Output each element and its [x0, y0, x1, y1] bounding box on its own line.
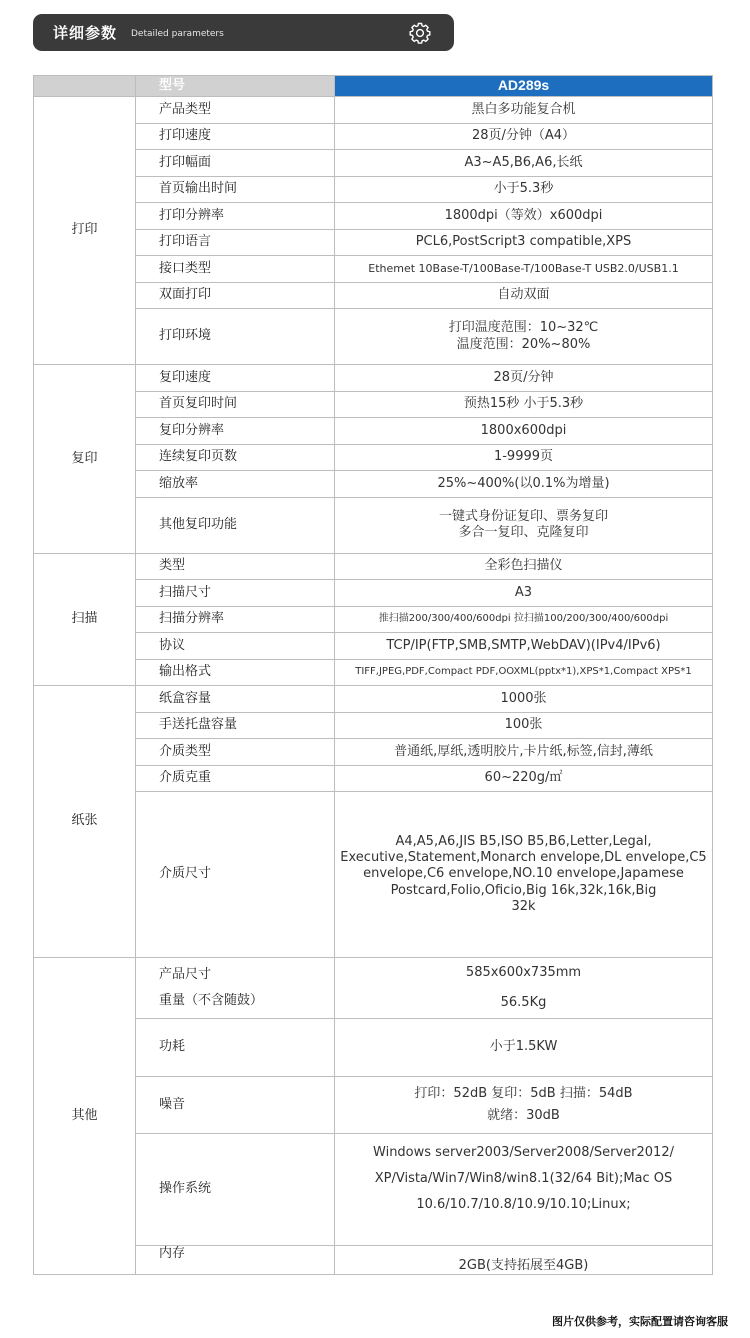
table-row	[34, 1077, 713, 1134]
row-value: 推扫描200/300/400/600dpi 拉扫描100/200/300/400/600dpi	[335, 606, 713, 633]
table-header-row	[34, 76, 713, 97]
row-value: 黑白多功能复合机	[335, 97, 713, 124]
model-value: AD289s	[335, 76, 713, 97]
row-value: 预热15秒 小于5.3秒	[335, 391, 713, 418]
row-label: 手送托盘容量	[136, 712, 335, 739]
table-row	[34, 471, 713, 498]
row-label: 功耗	[136, 1019, 335, 1077]
row-value	[335, 792, 713, 958]
row-label: 打印语言	[136, 229, 335, 256]
table-row	[34, 792, 713, 958]
row-value: 60~220g/㎡	[335, 765, 713, 792]
table-row	[34, 712, 713, 739]
row-value: 28页/分钟	[335, 365, 713, 392]
value-line: envelope,C6 envelope,NO.10 envelope,Japamese	[363, 866, 684, 882]
value-line: 温度范围：20%~80%	[456, 336, 591, 352]
table-row	[34, 739, 713, 766]
value-line: 一键式身份证复印、票务复印	[438, 508, 608, 524]
row-value: 全彩色扫描仪	[335, 553, 713, 580]
gear-icon	[408, 21, 432, 45]
group-print: 打印	[34, 97, 136, 365]
table-row	[34, 97, 713, 124]
row-value: A3~A5,B6,A6,长纸	[335, 150, 713, 177]
value-line: A4,A5,A6,JIS B5,ISO B5,B6,Letter,Legal,	[395, 833, 652, 849]
row-label: 接口类型	[136, 256, 335, 283]
row-label: 纸盒容量	[136, 686, 335, 713]
footer-note: 图片仅供参考，实际配置请咨询客服	[552, 1315, 728, 1328]
row-label: 类型	[136, 553, 335, 580]
value-line: Postcard,Folio,Oficio,Big 16k,32k,16k,Big	[390, 882, 657, 898]
table-row	[34, 203, 713, 230]
row-label: 输出格式	[136, 659, 335, 686]
row-value: 2GB(支持拓展至4GB)	[335, 1246, 713, 1275]
header-blank-cell	[34, 76, 136, 97]
row-label	[136, 958, 335, 1019]
group-scan: 扫描	[34, 553, 136, 686]
row-value	[335, 1134, 713, 1246]
group-copy: 复印	[34, 365, 136, 554]
row-value: 1800dpi（等效）x600dpi	[335, 203, 713, 230]
table-row	[34, 1019, 713, 1077]
size-value: 585x600x735mm	[465, 965, 582, 980]
value-line: Executive,Statement,Monarch envelope,DL envelope,C5	[340, 850, 707, 866]
table-row	[34, 497, 713, 553]
table-row	[34, 391, 713, 418]
section-subtitle: Detailed parameters	[131, 29, 224, 39]
table-row	[34, 553, 713, 580]
table-row	[34, 1246, 713, 1275]
row-label: 内存	[136, 1246, 335, 1275]
weight-label: 重量（不含随鼓）	[159, 993, 264, 1008]
value-line: Windows server2003/Server2008/Server2012/	[373, 1145, 674, 1160]
row-label: 扫描尺寸	[136, 580, 335, 607]
table-row	[34, 444, 713, 471]
row-label: 复印速度	[136, 365, 335, 392]
row-label: 首页复印时间	[136, 391, 335, 418]
row-value: 100张	[335, 712, 713, 739]
value-line: 打印：52dB 复印：5dB 扫描：54dB	[414, 1086, 633, 1101]
row-value: 1000张	[335, 686, 713, 713]
weight-value: 56.5Kg	[500, 995, 547, 1010]
table-row	[34, 1134, 713, 1246]
row-label: 产品类型	[136, 97, 335, 124]
row-label: 双面打印	[136, 282, 335, 309]
value-line: 多合一复印、克隆复印	[458, 525, 589, 540]
table-row	[34, 123, 713, 150]
table-row	[34, 958, 713, 1019]
row-label: 介质类型	[136, 739, 335, 766]
row-label: 协议	[136, 633, 335, 660]
row-label: 缩放率	[136, 471, 335, 498]
row-value: 小于1.5KW	[335, 1019, 713, 1077]
row-label: 操作系统	[136, 1134, 335, 1246]
table-row	[34, 229, 713, 256]
row-label: 介质克重	[136, 765, 335, 792]
table-row	[34, 282, 713, 309]
table-row	[34, 659, 713, 686]
row-value: 自动双面	[335, 282, 713, 309]
row-label: 介质尺寸	[136, 792, 335, 958]
row-label: 打印幅面	[136, 150, 335, 177]
table-row	[34, 580, 713, 607]
row-value: 1800x600dpi	[335, 418, 713, 445]
table-row	[34, 309, 713, 365]
row-value: 25%~400%(以0.1%为增量)	[335, 471, 713, 498]
row-value: TCP/IP(FTP,SMB,SMTP,WebDAV)(IPv4/IPv6)	[335, 633, 713, 660]
value-line: 打印温度范围：10~32℃	[448, 320, 599, 336]
row-label: 首页输出时间	[136, 176, 335, 203]
row-label: 其他复印功能	[136, 497, 335, 553]
section-header	[33, 14, 454, 51]
row-label: 打印分辨率	[136, 203, 335, 230]
row-value: 1-9999页	[335, 444, 713, 471]
table-row	[34, 418, 713, 445]
row-label: 噪音	[136, 1077, 335, 1134]
row-value: PCL6,PostScript3 compatible,XPS	[335, 229, 713, 256]
group-paper: 纸张	[34, 686, 136, 958]
section-title: 详细参数	[53, 24, 118, 42]
row-label: 打印速度	[136, 123, 335, 150]
model-label: 型号	[136, 76, 335, 97]
row-label: 扫描分辨率	[136, 606, 335, 633]
row-value	[335, 958, 713, 1019]
row-label: 打印环境	[136, 309, 335, 365]
size-label: 产品尺寸	[159, 967, 212, 982]
table-row	[34, 765, 713, 792]
value-line: 10.6/10.7/10.8/10.9/10.10;Linux;	[416, 1197, 631, 1212]
table-row	[34, 365, 713, 392]
spec-table	[33, 75, 713, 1275]
row-value	[335, 309, 713, 365]
row-value: 普通纸,厚纸,透明胶片,卡片纸,标签,信封,薄纸	[335, 739, 713, 766]
row-label: 复印分辨率	[136, 418, 335, 445]
table-row	[34, 633, 713, 660]
row-label: 连续复印页数	[136, 444, 335, 471]
group-other: 其他	[34, 958, 136, 1275]
table-row	[34, 176, 713, 203]
row-value: TIFF,JPEG,PDF,Compact PDF,OOXML(pptx*1),XPS*1,Compact XPS*1	[335, 659, 713, 686]
value-line: XP/Vista/Win7/Win8/win8.1(32/64 Bit);Mac OS	[374, 1171, 673, 1186]
row-value: 小于5.3秒	[335, 176, 713, 203]
value-line: 就绪：30dB	[487, 1108, 560, 1123]
table-row	[34, 256, 713, 283]
row-value: Ethemet 10Base-T/100Base-T/100Base-T USB2.0/USB1.1	[335, 256, 713, 283]
table-row	[34, 686, 713, 713]
row-value	[335, 1077, 713, 1134]
table-row	[34, 150, 713, 177]
row-value	[335, 497, 713, 553]
row-value: 28页/分钟（A4）	[335, 123, 713, 150]
row-value: A3	[335, 580, 713, 607]
value-line: 32k	[511, 898, 536, 914]
table-row	[34, 606, 713, 633]
